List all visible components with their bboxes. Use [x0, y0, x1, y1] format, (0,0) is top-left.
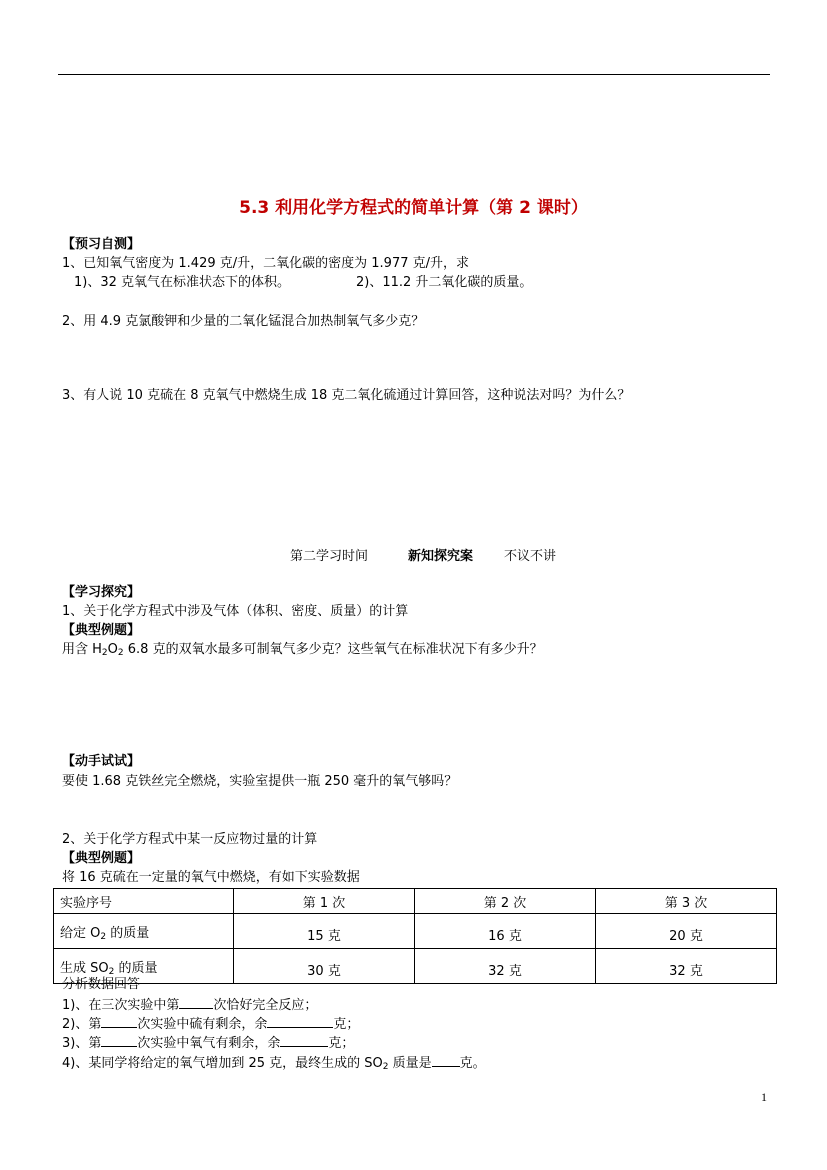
table-row [54, 949, 777, 984]
explore-heading: 【学习探究】 [62, 585, 141, 600]
header-rule [58, 74, 770, 75]
table-cell: 32 克 [596, 949, 777, 984]
page-number: 1 [761, 1090, 767, 1104]
question-3: 3、有人说 10 克硫在 8 克氧气中燃烧生成 18 克二氧化硫通过计算回答，这种说法对吗？为什么？ [62, 388, 631, 403]
question-1-part-1: 1)、32 克氧气在标准状态下的体积。 [74, 275, 291, 290]
analysis-q2: 2)、第 次实验中硫有剩余，余 克； [62, 1017, 360, 1032]
table-header-cell: 第 3 次 [596, 889, 777, 914]
answer-blank[interactable] [432, 1054, 460, 1067]
explore-item-1: 1、关于化学方程式中涉及气体（体积、密度、质量）的计算 [62, 604, 409, 619]
analysis-q4: 4)、某同学将给定的氧气增加到 25 克，最终生成的 $SO_2$ 质量是 克。 [62, 1056, 486, 1072]
table-header-cell: 第 2 次 [415, 889, 596, 914]
table-row [54, 914, 777, 949]
answer-blank[interactable] [280, 1034, 328, 1047]
preview-heading: 【预习自测】 [62, 237, 141, 252]
try-heading: 【动手试试】 [62, 754, 141, 769]
example-text: 用含 $H_2O_2$ 6.8 克的双氧水最多可制氧气多少克？这些氧气在标准状况下有多少升？ [62, 642, 543, 658]
section2-label: 第二学习时间 [290, 549, 369, 564]
table-header-cell: 实验序号 [54, 889, 234, 914]
table-row-label: 给定 $O_2$ 的质量 [54, 914, 234, 949]
try-text: 要使 1.68 克铁丝完全燃烧，实验室提供一瓶 250 毫升的氧气够吗？ [62, 774, 458, 789]
table-cell: 15 克 [234, 914, 415, 949]
analysis-q3: 3)、第 次实验中氧气有剩余，余 克； [62, 1036, 355, 1051]
table-header-row [54, 889, 777, 914]
table-cell: 20 克 [596, 914, 777, 949]
table-header-cell: 第 1 次 [234, 889, 415, 914]
answer-blank[interactable] [101, 1015, 137, 1028]
data-table [53, 888, 777, 984]
answer-blank[interactable] [179, 996, 213, 1009]
question-1-part-2: 2)、11.2 升二氧化碳的质量。 [356, 275, 533, 290]
table-cell: 30 克 [234, 949, 415, 984]
example-heading: 【典型例题】 [62, 623, 141, 638]
example2-heading: 【典型例题】 [62, 851, 141, 866]
example2-text: 将 16 克硫在一定量的氧气中燃烧，有如下实验数据 [62, 870, 360, 885]
analysis-heading: 分析数据回答 [62, 977, 141, 992]
section2-note: 不议不讲 [504, 549, 557, 564]
table-row-label: 生成 $SO_2$ 的质量 [54, 949, 234, 984]
section2-title: 新知探究案 [408, 549, 474, 564]
answer-blank[interactable] [101, 1034, 137, 1047]
table-cell: 32 克 [415, 949, 596, 984]
question-1: 1、已知氧气密度为 1.429 克/升，二氧化碳的密度为 1.977 克/升，求 [62, 256, 469, 271]
answer-blank[interactable] [267, 1015, 333, 1028]
analysis-q1: 1)、在三次实验中第 次恰好完全反应； [62, 998, 318, 1013]
explore-item-2: 2、关于化学方程式中某一反应物过量的计算 [62, 832, 318, 847]
question-2: 2、用 4.9 克氯酸钾和少量的二氧化锰混合加热制氧气多少克？ [62, 314, 425, 329]
page-title: 5.3 利用化学方程式的简单计算（第 2 课时） [239, 198, 588, 218]
table-cell: 16 克 [415, 914, 596, 949]
